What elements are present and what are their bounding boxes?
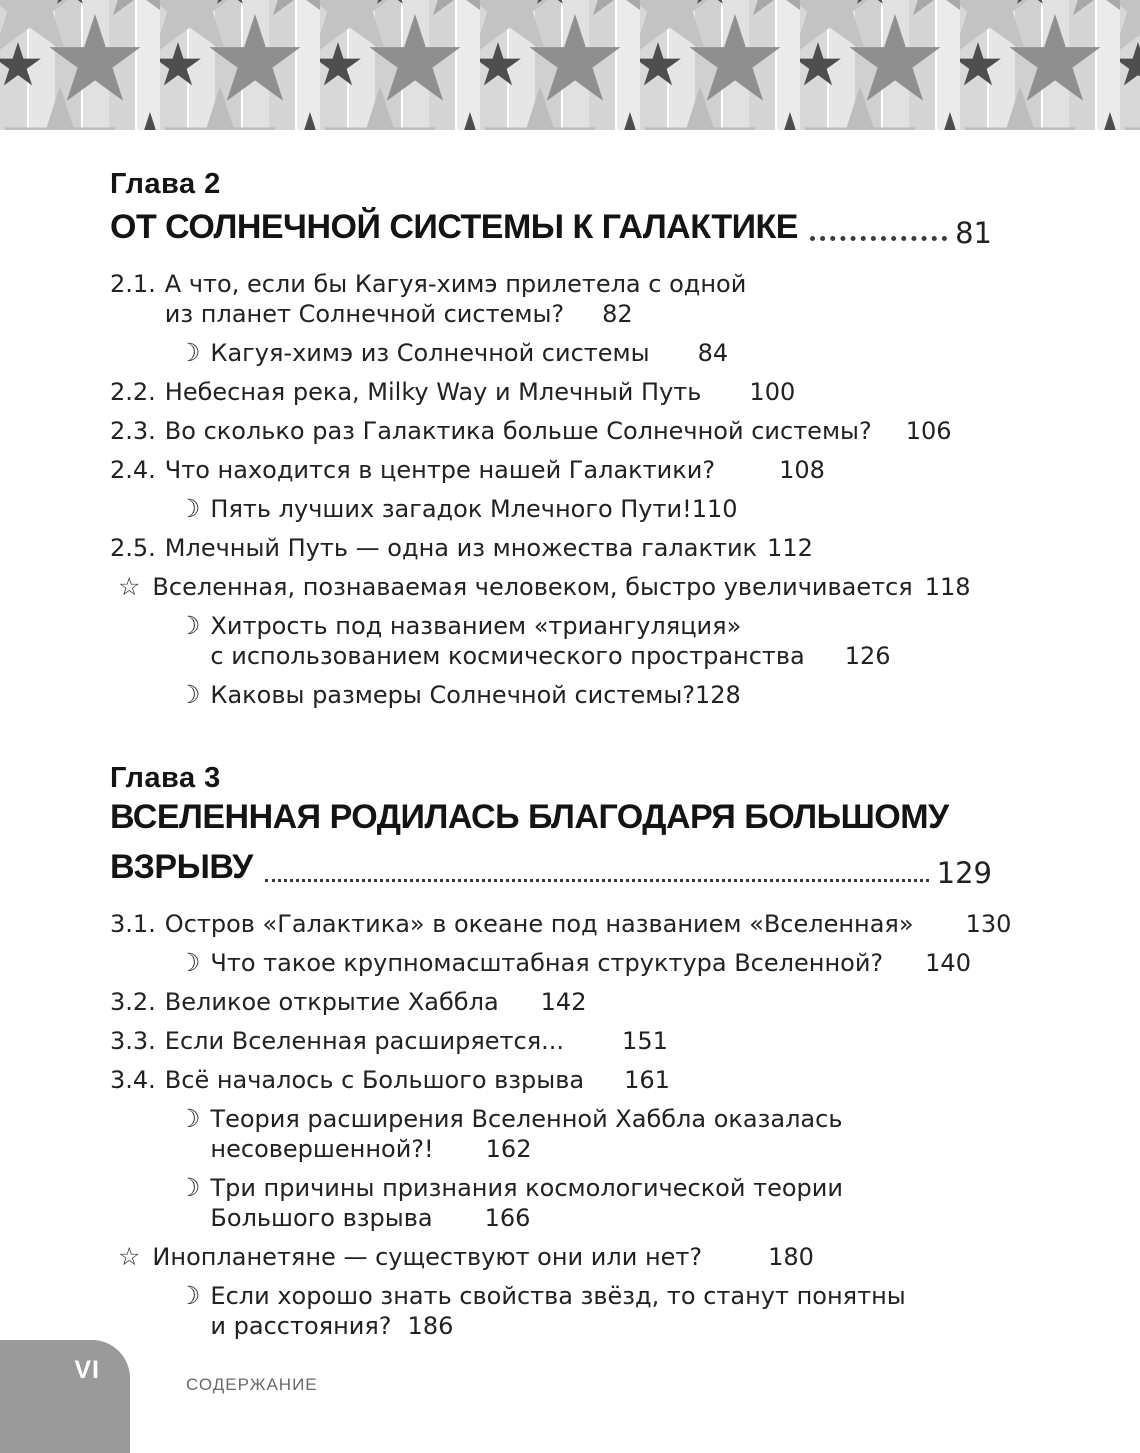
dotted-leader: [810, 236, 947, 241]
moon-icon: ☽: [178, 493, 201, 523]
moon-icon: ☽: [178, 610, 201, 640]
entry-number: 2.5.: [110, 533, 156, 562]
entry-page-number: 112: [767, 533, 813, 562]
entry-line: Во сколько раз Галактика больше Солнечной системы? 106: [164, 416, 952, 445]
entry-number: 3.2.: [110, 987, 156, 1016]
dotted-leader: [265, 879, 929, 882]
toc-list: [110, 269, 992, 710]
entry-text: [210, 611, 890, 671]
entry-text: [165, 1065, 670, 1095]
entry-line: Если Вселенная расширяется... 151: [164, 1026, 668, 1055]
entry-text: [152, 1242, 814, 1272]
chapter-title-line: ВСЕЛЕННАЯ РОДИЛАСЬ БЛАГОДАРЯ БОЛЬШОМУ: [110, 797, 949, 836]
entry-text: [165, 1026, 668, 1056]
entry-number: 2.4.: [110, 455, 156, 484]
chapter-title-line: ВЗРЫВУ: [110, 847, 253, 886]
entry-line: Каковы размеры Солнечной системы?128: [210, 680, 741, 709]
toc-entry: [110, 455, 992, 485]
entry-number: 3.3.: [110, 1026, 156, 1055]
entry-text: [210, 1173, 843, 1233]
toc-entry: [178, 1281, 992, 1341]
star-icon: ☆: [118, 1241, 141, 1271]
entry-page-number: 130: [965, 909, 1012, 938]
toc-root: [110, 130, 1012, 1341]
entry-text: [210, 1104, 842, 1164]
toc-entry: [110, 533, 992, 563]
entry-line: Если хорошо знать свойства звёзд, то станут понятны: [210, 1281, 906, 1310]
entry-text: [210, 680, 740, 710]
chapter-page-number: 129: [936, 855, 992, 890]
toc-entry: [178, 1173, 992, 1233]
entry-page-number: 110: [691, 494, 738, 523]
entry-line: Инопланетяне — существуют они или нет? 180: [152, 1242, 814, 1271]
toc-entry: [178, 494, 992, 524]
toc-entry: [178, 680, 992, 710]
moon-icon: ☽: [178, 947, 201, 977]
toc-entry: [110, 909, 1012, 939]
moon-icon: ☽: [178, 1103, 201, 1133]
entry-text: [210, 494, 737, 524]
chapter-title-line: ОТ СОЛНЕЧНОЙ СИСТЕМЫ К ГАЛАКТИКЕ: [110, 208, 798, 246]
page-number: VI: [74, 1356, 100, 1384]
entry-page-number: 100: [749, 377, 796, 406]
entry-line: Три причины признания космологической теории: [210, 1173, 843, 1202]
entry-text: [165, 533, 813, 563]
moon-icon: ☽: [178, 1280, 201, 1310]
entry-page-number: 126: [844, 641, 891, 670]
entry-line: Вселенная, познаваемая человеком, быстро увеличивается 118: [152, 572, 971, 601]
toc-entry: [110, 416, 992, 446]
toc-entry: [178, 1104, 992, 1164]
toc-entry: [110, 1065, 992, 1095]
toc-entry: [110, 1026, 992, 1056]
entry-number: 2.2.: [110, 377, 156, 406]
moon-icon: ☽: [178, 679, 201, 709]
moon-icon: ☽: [178, 337, 201, 367]
entry-line: А что, если бы Кагуя-химэ прилетела с одной: [164, 269, 747, 298]
toc-entry: [118, 572, 992, 602]
entry-page-number: 142: [540, 987, 587, 1016]
entry-line: Теория расширения Вселенной Хаббла оказалась: [210, 1104, 843, 1133]
entry-page-number: 151: [622, 1026, 668, 1055]
chapter-title-row: [110, 205, 992, 251]
star-icon: ☆: [118, 571, 141, 601]
entry-page-number: 118: [924, 572, 971, 601]
entry-line: Кагуя-химэ из Солнечной системы 84: [210, 338, 729, 367]
entry-page-number: 162: [485, 1134, 532, 1163]
entry-page-number: 166: [484, 1203, 531, 1232]
entry-text: [210, 948, 971, 978]
entry-line: Большого взрыва 166: [210, 1203, 531, 1232]
page-number-tab: [0, 1340, 130, 1453]
entry-line: Великое открытие Хаббла 142: [164, 987, 587, 1016]
entry-text: [165, 416, 952, 446]
chapter-section: [110, 761, 1012, 1341]
toc-list: [110, 909, 1012, 1341]
toc-entry: [178, 611, 992, 671]
entry-page-number: 106: [905, 416, 952, 445]
entry-line: Что находится в центре нашей Галактики? 108: [164, 455, 825, 484]
entry-line: Млечный Путь — одна из множества галактик 112: [164, 533, 813, 562]
entry-line: Всё началось с Большого взрыва 161: [164, 1065, 670, 1094]
entry-page-number: 82: [602, 299, 633, 328]
entry-text: [165, 987, 587, 1017]
chapter-page-number: 81: [955, 216, 992, 251]
entry-text: [165, 455, 825, 485]
entry-text: [210, 1281, 905, 1341]
entry-line: Что такое крупномасштабная структура Вселенной? 140: [210, 948, 971, 977]
entry-page-number: 161: [624, 1065, 670, 1094]
entry-line: и расстояния? 186: [210, 1311, 454, 1340]
entry-line: Пять лучших загадок Млечного Пути!110: [210, 494, 738, 523]
entry-number: 2.1.: [110, 269, 156, 298]
chapter-title-row: [110, 845, 992, 891]
entry-line: несовершенной?! 162: [210, 1134, 532, 1163]
entry-text: [165, 377, 795, 407]
entry-text: [210, 338, 728, 368]
entry-line: с использованием космического пространства 126: [210, 641, 891, 670]
entry-line: Небесная река, Milky Way и Млечный Путь 100: [164, 377, 796, 406]
entry-line: Хитрость под названием «триангуляция»: [210, 611, 742, 640]
entry-text: [152, 572, 970, 602]
toc-entry: [110, 987, 992, 1017]
entry-page-number: 140: [925, 948, 971, 977]
entry-line: из планет Солнечной системы? 82: [164, 299, 633, 328]
entry-number: 3.4.: [110, 1065, 156, 1094]
moon-icon: ☽: [178, 1172, 201, 1202]
entry-page-number: 84: [697, 338, 729, 367]
entry-page-number: 180: [768, 1242, 814, 1271]
chapter-section: [110, 168, 992, 710]
star-banner: [0, 0, 1140, 130]
entry-page-number: 128: [695, 680, 741, 709]
entry-page-number: 186: [407, 1311, 454, 1340]
entry-number: 3.1.: [110, 909, 156, 938]
entry-page-number: 108: [779, 455, 825, 484]
chapter-label: Глава 2: [110, 168, 221, 200]
toc-entry: [110, 269, 992, 329]
entry-text: [165, 269, 747, 329]
toc-entry: [118, 1242, 992, 1272]
entry-number: 2.3.: [110, 416, 156, 445]
toc-entry: [178, 338, 992, 368]
entry-line: Остров «Галактика» в океане под названием «Вселенная» 130: [164, 909, 1012, 938]
entry-text: [165, 909, 1012, 939]
footer-section-label: СОДЕРЖАНИЕ: [186, 1375, 318, 1394]
toc-entry: [178, 948, 992, 978]
toc-entry: [110, 377, 992, 407]
chapter-label: Глава 3: [110, 761, 221, 794]
